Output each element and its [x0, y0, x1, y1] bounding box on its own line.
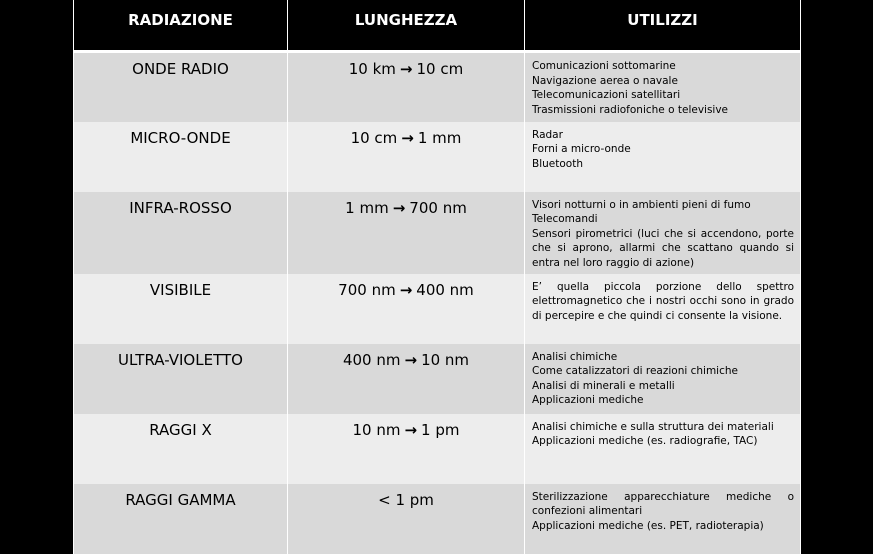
use-item: Forni a micro-onde: [532, 143, 631, 155]
radiation-name: RAGGI GAMMA: [74, 484, 288, 554]
range-from: 10 nm: [352, 420, 401, 439]
range-to: 10 cm: [416, 60, 464, 78]
wavelength-range: [288, 414, 525, 484]
radiation-name: MICRO-ONDE: [74, 122, 288, 192]
use-item: Sterilizzazione apparecchiature mediche o confezioni alimentari: [532, 490, 794, 517]
radiation-name: VISIBILE: [74, 274, 288, 344]
arrow-right-icon: →: [399, 280, 413, 299]
arrow-right-icon: →: [404, 420, 418, 439]
use-item: Trasmissioni radiofoniche o televisive: [532, 103, 729, 116]
arrow-right-icon: →: [392, 198, 406, 217]
arrow-right-icon: →: [404, 350, 418, 369]
use-item: Come catalizzatori di reazioni chimiche: [532, 365, 738, 377]
uses-cell: [525, 122, 801, 192]
header-radiazione: RADIAZIONE: [74, 0, 288, 52]
radiation-name: RAGGI X: [74, 414, 288, 484]
use-item: Applicazioni mediche: [532, 394, 644, 406]
use-item: Sensori pirometrici (luci che si accendono, porte che si aprono, allarmi che scattano quando si entra nel loro raggio di azione): [532, 227, 794, 269]
table-row: [74, 192, 801, 274]
range-from: 10 cm: [350, 128, 398, 147]
radiation-name: ONDE RADIO: [74, 52, 288, 122]
range-from: 10 km: [348, 60, 396, 78]
table-row: [74, 484, 801, 554]
use-item: Analisi chimiche e sulla struttura dei materiali: [532, 420, 774, 433]
use-item: E’ quella piccola porzione dello spettro elettromagnetico che i nostri occhi sono in grado di percepire e che quindi ci consente la visione.: [532, 280, 794, 322]
range-to: 1 mm: [417, 128, 462, 147]
wavelength-range: [288, 122, 525, 192]
table-row: [74, 274, 801, 344]
header-utilizzi: UTILIZZI: [525, 0, 801, 52]
table-row: [74, 344, 801, 414]
use-item: Applicazioni mediche (es. radiografie, TAC): [532, 435, 758, 447]
range-text: < 1 pm: [378, 490, 434, 509]
radiation-table: [73, 0, 801, 554]
header-lunghezza: LUNGHEZZA: [288, 0, 525, 52]
wavelength-range: [288, 484, 525, 554]
range-from: 1 mm: [345, 198, 389, 217]
use-item: Analisi chimiche: [532, 350, 618, 363]
use-item: Visori notturni o in ambienti pieni di fumo: [532, 198, 751, 211]
wavelength-range: [288, 192, 525, 274]
uses-cell: [525, 274, 801, 344]
uses-cell: [525, 52, 801, 122]
use-item: Telecomandi: [532, 213, 598, 225]
table-row: [74, 52, 801, 122]
radiation-name: INFRA-ROSSO: [74, 192, 288, 274]
table-header-row: [74, 0, 801, 52]
arrow-right-icon: →: [399, 60, 413, 78]
uses-cell: [525, 192, 801, 274]
wavelength-range: [288, 344, 525, 414]
uses-cell: [525, 484, 801, 554]
range-to: 1 pm: [421, 420, 460, 439]
use-item: Telecomunicazioni satellitari: [532, 89, 681, 101]
wavelength-range: [288, 52, 525, 122]
range-to: 400 nm: [416, 280, 474, 299]
table-row: [74, 414, 801, 484]
use-item: Applicazioni mediche (es. PET, radioterapia): [532, 519, 764, 532]
range-from: 700 nm: [338, 280, 396, 299]
radiation-name: ULTRA-VIOLETTO: [74, 344, 288, 414]
range-to: 700 nm: [409, 198, 467, 217]
uses-cell: [525, 344, 801, 414]
range-to: 10 nm: [421, 350, 470, 369]
range-from: 400 nm: [342, 350, 401, 369]
use-item: Analisi di minerali e metalli: [532, 379, 675, 392]
use-item: Radar: [532, 128, 563, 141]
arrow-right-icon: →: [401, 128, 414, 147]
table-row: [74, 122, 801, 192]
use-item: Bluetooth: [532, 157, 583, 170]
wavelength-range: [288, 274, 525, 344]
use-item: Comunicazioni sottomarine: [532, 60, 676, 72]
use-item: Navigazione aerea o navale: [532, 74, 678, 87]
uses-cell: [525, 414, 801, 484]
